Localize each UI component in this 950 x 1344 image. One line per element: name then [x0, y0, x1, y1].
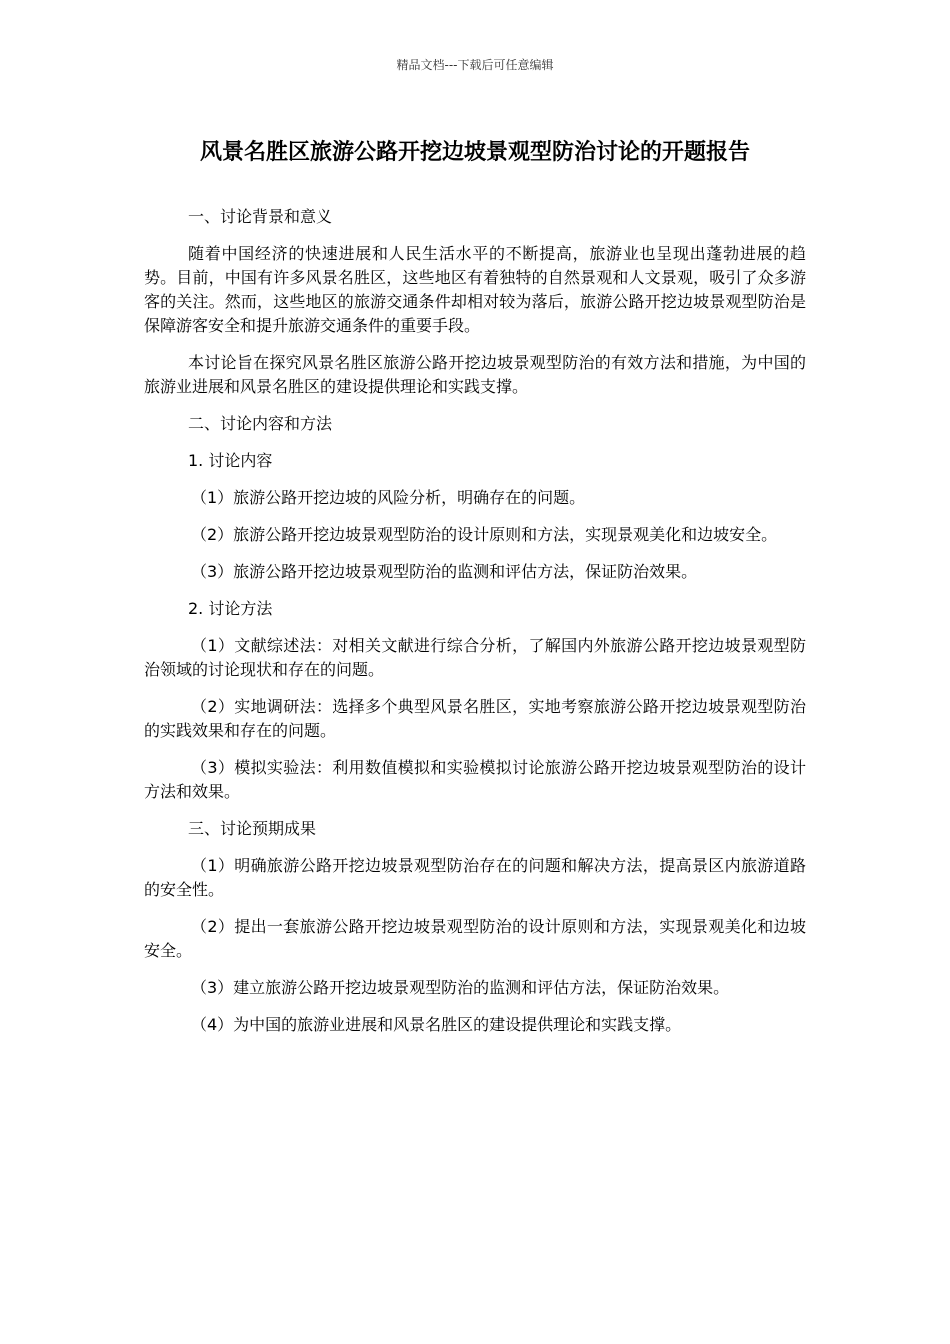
list-item: （2）实地调研法：选择多个典型风景名胜区，实地考察旅游公路开挖边坡景观型防治的实践效果和存在的问题。 — [144, 697, 806, 740]
list-item: （2）提出一套旅游公路开挖边坡景观型防治的设计原则和方法，实现景观美化和边坡安全。 — [144, 917, 806, 960]
subheading-methods: 2. 讨论方法 — [188, 599, 273, 618]
document-body — [144, 205, 806, 1050]
list-item: （3）旅游公路开挖边坡景观型防治的监测和评估方法，保证防治效果。 — [191, 562, 698, 581]
list-item: （1）旅游公路开挖边坡的风险分析，明确存在的问题。 — [191, 488, 586, 507]
header-note: 精品文档---下载后可任意编辑 — [396, 58, 554, 72]
paragraph-purpose: 本讨论旨在探究风景名胜区旅游公路开挖边坡景观型防治的有效方法和措施，为中国的旅游业进展和风景名胜区的建设提供理论和实践支撑。 — [144, 353, 806, 396]
list-item: （1）明确旅游公路开挖边坡景观型防治存在的问题和解决方法，提高景区内旅游道路的安全性。 — [144, 856, 806, 899]
section-heading-content-methods: 二、讨论内容和方法 — [188, 414, 333, 433]
subheading-content: 1. 讨论内容 — [188, 451, 273, 470]
paragraph-background: 随着中国经济的快速进展和人民生活水平的不断提高，旅游业也呈现出蓬勃进展的趋势。目前，中国有许多风景名胜区，这些地区有着独特的自然景观和人文景观，吸引了众多游客的关注。然而，这些地区的旅游交通条件却相对较为落后，旅游公路开挖边坡景观型防治是保障游客安全和提升旅游交通条件的重要手段。 — [144, 244, 806, 335]
list-item: （2）旅游公路开挖边坡景观型防治的设计原则和方法，实现景观美化和边坡安全。 — [191, 525, 778, 544]
list-item: （4）为中国的旅游业进展和风景名胜区的建设提供理论和实践支撑。 — [191, 1015, 682, 1034]
list-item: （3）建立旅游公路开挖边坡景观型防治的监测和评估方法，保证防治效果。 — [191, 978, 730, 997]
list-item: （1）文献综述法：对相关文献进行综合分析，了解国内外旅游公路开挖边坡景观型防治领域的讨论现状和存在的问题。 — [144, 636, 806, 679]
document-title: 风景名胜区旅游公路开挖边坡景观型防治讨论的开题报告 — [199, 140, 750, 165]
section-heading-expected-results: 三、讨论预期成果 — [188, 819, 317, 838]
section-heading-background: 一、讨论背景和意义 — [188, 207, 333, 226]
list-item: （3）模拟实验法：利用数值模拟和实验模拟讨论旅游公路开挖边坡景观型防治的设计方法和效果。 — [144, 758, 806, 801]
